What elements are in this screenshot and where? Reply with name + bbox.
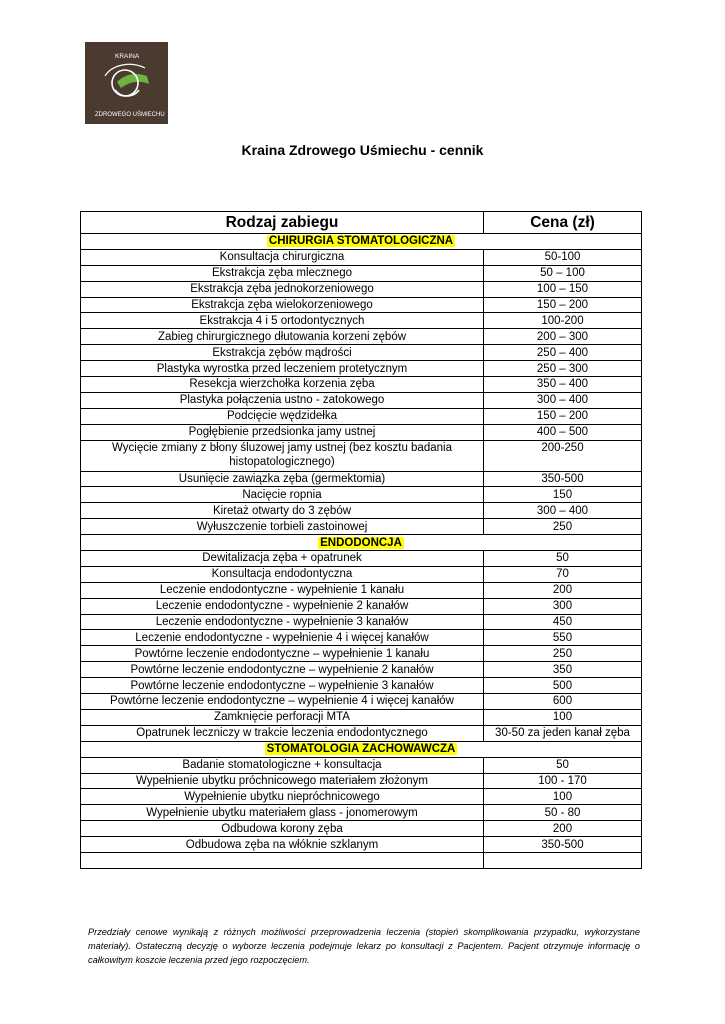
treatment-price: 300 – 400 — [484, 503, 642, 519]
treatment-price: 30-50 za jeden kanał zęba — [484, 725, 642, 741]
logo-emblem-icon — [85, 42, 168, 124]
treatment-price: 400 – 500 — [484, 424, 642, 440]
treatment-name: Badanie stomatologiczne + konsultacja — [81, 757, 484, 773]
treatment-name: Wyłuszczenie torbieli zastoinowej — [81, 519, 484, 535]
table-row — [81, 249, 642, 265]
treatment-name: Ekstrakcja zęba wielokorzeniowego — [81, 297, 484, 313]
treatment-name: Ekstrakcja zębów mądrości — [81, 345, 484, 361]
table-row — [81, 329, 642, 345]
treatment-price: 70 — [484, 566, 642, 582]
footnote: Przedziały cenowe wynikają z różnych możliwości przeprowadzenia leczenia (stopień skomplikowania przypadku, wykorzystane materiały). Ostateczną decyzję o wyborze leczenia podejmuje lekarz po konsultacji z Pacjentem. Pacjent otrzymuje informację o całkowitym koszcie leczenia przed jego rozpoczęciem. — [88, 927, 640, 965]
treatment-name: Podcięcie wędzidełka — [81, 408, 484, 424]
logo-text-top: KRAINA — [115, 53, 140, 60]
table-row — [81, 614, 642, 630]
treatment-name: Wypełnienie ubytku materiałem glass - jonomerowym — [81, 805, 484, 821]
table-row — [81, 551, 642, 567]
price-table — [80, 211, 642, 869]
table-row — [81, 297, 642, 313]
table-row — [81, 821, 642, 837]
table-row — [81, 345, 642, 361]
table-row — [81, 281, 642, 297]
treatment-name: Zamknięcie perforacji MTA — [81, 709, 484, 725]
treatment-name: Dewitalizacja zęba + opatrunek — [81, 551, 484, 567]
header-treatment: Rodzaj zabiegu — [81, 212, 484, 234]
table-row — [81, 725, 642, 741]
treatment-price: 350 – 400 — [484, 377, 642, 393]
treatment-price: 100 — [484, 789, 642, 805]
treatment-price: 500 — [484, 678, 642, 694]
treatment-name: Leczenie endodontyczne - wypełnienie 2 kanałów — [81, 598, 484, 614]
treatment-name: Odbudowa korony zęba — [81, 821, 484, 837]
treatment-price: 100 – 150 — [484, 281, 642, 297]
treatment-price: 150 – 200 — [484, 297, 642, 313]
treatment-name: Leczenie endodontyczne - wypełnienie 4 i więcej kanałów — [81, 630, 484, 646]
table-row — [81, 709, 642, 725]
table-row — [81, 503, 642, 519]
table-row — [81, 487, 642, 503]
treatment-name: Opatrunek leczniczy w trakcie leczenia endodontycznego — [81, 725, 484, 741]
table-row — [81, 757, 642, 773]
treatment-name: Ekstrakcja zęba mlecznego — [81, 265, 484, 281]
treatment-name: Plastyka wyrostka przed leczeniem protetycznym — [81, 361, 484, 377]
treatment-name: Wypełnienie ubytku niepróchnicowego — [81, 789, 484, 805]
table-row — [81, 694, 642, 710]
treatment-price: 150 — [484, 487, 642, 503]
treatment-name: Leczenie endodontyczne - wypełnienie 1 kanału — [81, 582, 484, 598]
blank-row — [81, 852, 642, 868]
treatment-price: 350-500 — [484, 837, 642, 853]
treatment-name: Ekstrakcja 4 i 5 ortodontycznych — [81, 313, 484, 329]
treatment-price: 100-200 — [484, 313, 642, 329]
treatment-name: Plastyka połączenia ustno - zatokowego — [81, 392, 484, 408]
treatment-name: Odbudowa zęba na włóknie szklanym — [81, 837, 484, 853]
table-row — [81, 805, 642, 821]
logo-text-bottom: ZDROWEGO UŚMIECHU — [95, 112, 165, 118]
section-row — [81, 535, 642, 551]
treatment-name: Kiretaż otwarty do 3 zębów — [81, 503, 484, 519]
treatment-name: Usunięcie zawiązka zęba (germektomia) — [81, 471, 484, 487]
section-row — [81, 741, 642, 757]
treatment-name: Powtórne leczenie endodontyczne – wypełnienie 1 kanału — [81, 646, 484, 662]
table-row — [81, 566, 642, 582]
table-row — [81, 471, 642, 487]
page-title: Kraina Zdrowego Uśmiechu - cennik — [241, 142, 484, 158]
treatment-name: Wypełnienie ubytku próchnicowego materiałem złożonym — [81, 773, 484, 789]
treatment-price: 300 – 400 — [484, 392, 642, 408]
table-row — [81, 662, 642, 678]
table-row — [81, 678, 642, 694]
treatment-price: 150 – 200 — [484, 408, 642, 424]
treatment-price: 50 — [484, 757, 642, 773]
treatment-price: 350-500 — [484, 471, 642, 487]
treatment-price: 300 — [484, 598, 642, 614]
section-heading: STOMATOLOGIA ZACHOWAWCZA — [266, 743, 456, 756]
treatment-name: Wycięcie zmiany z błony śluzowej jamy ustnej (bez kosztu badania histopatologicznego) — [81, 440, 484, 471]
treatment-name: Powtórne leczenie endodontyczne – wypełnienie 2 kanałów — [81, 662, 484, 678]
table-row — [81, 313, 642, 329]
logo — [85, 42, 168, 124]
table-row — [81, 408, 642, 424]
treatment-price: 600 — [484, 694, 642, 710]
treatment-price: 450 — [484, 614, 642, 630]
treatment-price: 50 - 80 — [484, 805, 642, 821]
table-header-row — [81, 212, 642, 234]
treatment-price: 250 — [484, 519, 642, 535]
treatment-price: 200 – 300 — [484, 329, 642, 345]
table-row — [81, 440, 642, 471]
table-row — [81, 377, 642, 393]
treatment-price: 250 – 400 — [484, 345, 642, 361]
table-row — [81, 392, 642, 408]
treatment-price: 50 — [484, 551, 642, 567]
table-row — [81, 424, 642, 440]
treatment-price: 100 - 170 — [484, 773, 642, 789]
treatment-name: Pogłębienie przedsionka jamy ustnej — [81, 424, 484, 440]
section-row — [81, 234, 642, 250]
treatment-price: 550 — [484, 630, 642, 646]
table-row — [81, 265, 642, 281]
table-row — [81, 789, 642, 805]
treatment-price: 250 – 300 — [484, 361, 642, 377]
treatment-name: Powtórne leczenie endodontyczne – wypełnienie 3 kanałów — [81, 678, 484, 694]
treatment-price: 100 — [484, 709, 642, 725]
treatment-name: Konsultacja endodontyczna — [81, 566, 484, 582]
treatment-name: Resekcja wierzchołka korzenia zęba — [81, 377, 484, 393]
treatment-price: 200 — [484, 821, 642, 837]
treatment-price: 50-100 — [484, 249, 642, 265]
table-row — [81, 646, 642, 662]
treatment-price: 200 — [484, 582, 642, 598]
treatment-name: Leczenie endodontyczne - wypełnienie 3 kanałów — [81, 614, 484, 630]
table-row — [81, 837, 642, 853]
header-price: Cena (zł) — [484, 212, 642, 234]
treatment-name: Ekstrakcja zęba jednokorzeniowego — [81, 281, 484, 297]
treatment-name: Konsultacja chirurgiczna — [81, 249, 484, 265]
treatment-price: 50 – 100 — [484, 265, 642, 281]
table-row — [81, 519, 642, 535]
table-row — [81, 582, 642, 598]
section-heading: ENDODONCJA — [320, 536, 402, 549]
treatment-name: Nacięcie ropnia — [81, 487, 484, 503]
treatment-price: 350 — [484, 662, 642, 678]
treatment-price: 250 — [484, 646, 642, 662]
table-row — [81, 598, 642, 614]
treatment-name: Powtórne leczenie endodontyczne – wypełnienie 4 i więcej kanałów — [81, 694, 484, 710]
section-heading: CHIRURGIA STOMATOLOGICZNA — [268, 235, 454, 248]
treatment-price: 200-250 — [484, 440, 642, 471]
treatment-name: Zabieg chirurgicznego dłutowania korzeni zębów — [81, 329, 484, 345]
table-body — [81, 234, 642, 869]
table-row — [81, 630, 642, 646]
table-row — [81, 773, 642, 789]
table-row — [81, 361, 642, 377]
